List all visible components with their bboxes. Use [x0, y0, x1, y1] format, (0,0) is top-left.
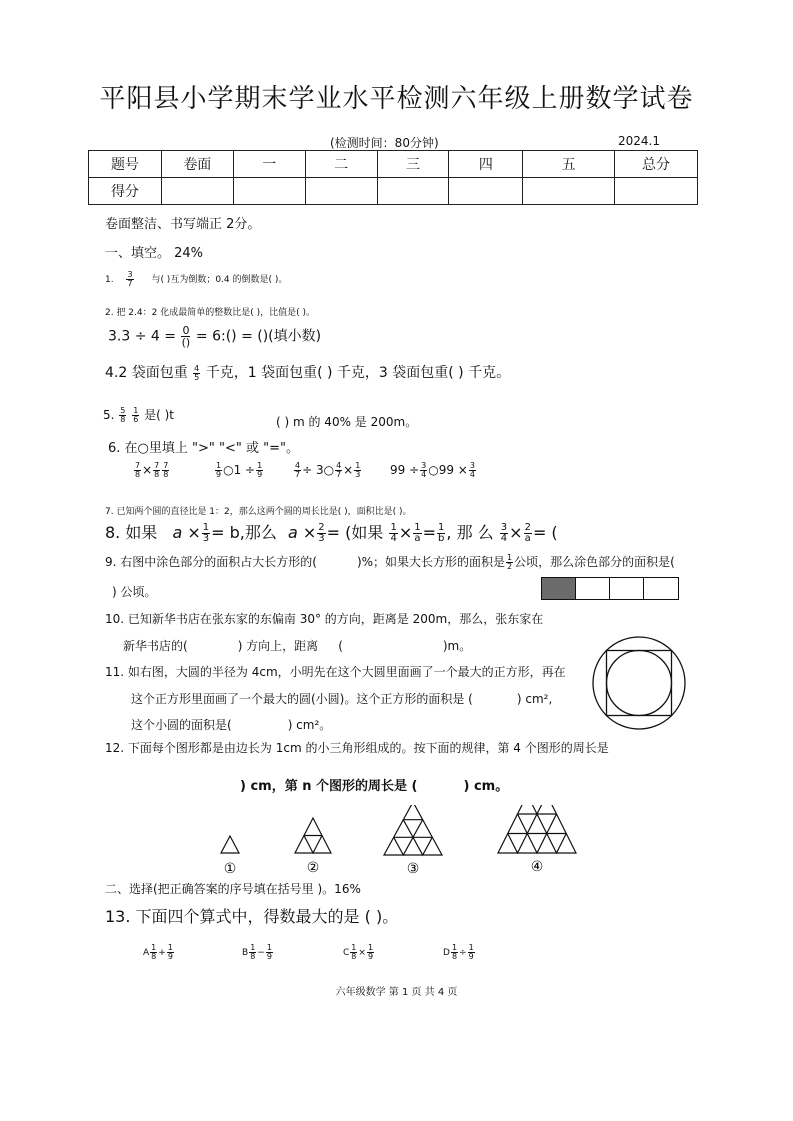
fraction: $\frac{1}{3}$: [355, 461, 361, 479]
fraction: $\frac{1}{9}$: [167, 943, 173, 961]
fraction: $\frac{1}{8}$: [151, 943, 157, 961]
figure-label: ②: [306, 860, 320, 876]
blank-part: [576, 578, 610, 600]
fraction: $\frac{1}{9}$: [468, 943, 474, 961]
question-text: 与( )互为倒数；0.4 的倒数是( )。: [151, 275, 288, 285]
option-d: D $\frac{1}{8}$ ÷ $\frac{1}{9}$: [443, 943, 474, 961]
question-11: 11. 如右图，大圆的半径为 4cm，小明先在这个大圆里面画了一个最大的正方形，再在: [105, 665, 566, 679]
fraction: $\frac{0}{()}$: [181, 324, 191, 349]
fraction: $\frac{1}{b}$: [438, 522, 445, 544]
fraction: $\frac{1}{9}$: [367, 943, 374, 961]
fraction: $\frac{1}{9}$: [257, 461, 263, 479]
section-1-heading: 一、填空。 24%: [105, 246, 204, 261]
score-table-header-row: [89, 151, 698, 178]
header-cell: 五: [523, 151, 615, 178]
option-a: A $\frac{1}{8}$ + $\frac{1}{9}$: [143, 943, 173, 961]
compare-item-4: 99 ÷ $\frac{3}{4}$ ○99 × $\frac{3}{4}$: [390, 461, 475, 479]
question-11-part-2: 这个正方形里面画了一个最大的圆(小圆)。这个正方形的面积是 ( ) cm²,: [131, 692, 553, 706]
header-cell: 题号: [89, 151, 162, 178]
fraction: $\frac{1}{9}$: [266, 943, 272, 961]
triangle-figure-1: [221, 836, 239, 853]
score-label-cell: 得分: [89, 178, 162, 205]
fraction: $\frac{2}{a}$: [524, 522, 531, 544]
header-cell: 卷面: [161, 151, 233, 178]
fraction: $\frac{4}{7}$: [295, 461, 301, 479]
figure-label: ①: [223, 861, 237, 877]
question-5-part-2: ( ) m 的 40% 是 200m。: [276, 415, 418, 429]
score-cell[interactable]: [449, 178, 523, 205]
question-4: [105, 362, 510, 382]
header-cell: 四: [449, 151, 523, 178]
fraction: $\frac{3}{4}$: [500, 522, 508, 544]
question-1: [105, 271, 287, 288]
score-cell[interactable]: [377, 178, 449, 205]
header-cell: 总分: [615, 151, 698, 178]
fraction: $\frac{1}{8}$: [351, 943, 357, 961]
fraction: $\frac{1}{9}$: [216, 461, 222, 479]
page-footer: 六年级数学 第 1 页 共 4 页: [335, 987, 458, 998]
fraction: $\frac{7}{8}$: [135, 461, 141, 479]
question-10: 10. 已知新华书店在张东家的东偏南 30° 的方向，距离是 200m，那么，张东家在: [105, 612, 544, 626]
neatness-note: 卷面整洁、书写端正 2分。: [105, 217, 261, 232]
section-2-heading: 二、选择(把正确答案的序号填在括号里 )。16%: [105, 882, 361, 896]
question-12: 12. 下面每个图形都是由边长为 1cm 的小三角形组成的。按下面的规律，第 4 个图形的周长是: [105, 741, 609, 755]
score-cell[interactable]: [233, 178, 305, 205]
triangle-figure-2: [295, 818, 331, 853]
question-11-part-3: 这个小圆的面积是( ) cm²。: [131, 718, 332, 732]
option-b: B $\frac{1}{8}$ − $\frac{1}{9}$: [242, 943, 272, 961]
fraction: $\frac{1}{6}$: [133, 406, 139, 424]
header-cell: 二: [305, 151, 377, 178]
blank-part: [610, 578, 644, 600]
fraction: $\frac{2}{3}$: [318, 522, 325, 544]
fraction: $\frac{3}{4}$: [421, 461, 427, 479]
fraction: $\frac{4}{5}$: [194, 363, 200, 382]
triangle-figure-3: [384, 805, 442, 855]
question-2: 2. 把 2.4：2 化成最简单的整数比是( )，比值是( )。: [105, 308, 315, 318]
fraction: $\frac{4}{7}$: [336, 461, 342, 479]
fraction: $\frac{1}{a}$: [414, 522, 421, 544]
fraction: $\frac{1}{4}$: [390, 522, 397, 544]
triangle-figure-4: [498, 805, 576, 853]
fraction: $\frac{3}{7}$: [127, 270, 133, 288]
score-cell[interactable]: [305, 178, 377, 205]
question-9: 9. 右图中涂色部分的面积占大长方形的( )%；如果大长方形的面积是 $\frac{1}{2}$ 公顷，那么涂色部分的面积是(: [105, 553, 675, 571]
score-table: [88, 150, 698, 205]
figure-label: ④: [530, 859, 544, 875]
question-8: 8. 如果 a × $\frac{1}{3}$ = b,那么 a × $\frac{2}{3}$ = (如果 $\frac{1}{4}$ × $\frac{1}{a}$ = $\frac{1}{b}$ , 那 么 $\frac{3}{4}$ × $\frac{2}{a}$ = (: [105, 522, 558, 544]
question-text: 千克，1 袋面包重( ) 千克，3 袋面包重( ) 千克。: [205, 365, 511, 381]
fraction: $\frac{5}{8}$: [120, 406, 126, 424]
fraction: $\frac{3}{4}$: [469, 461, 475, 479]
compare-item-2: $\frac{1}{9}$ ○1 ÷ $\frac{1}{9}$: [216, 461, 263, 479]
shaded-rectangle-figure: [541, 577, 680, 601]
score-cell[interactable]: [615, 178, 698, 205]
question-10-part-2: 新华书店的( ) 方向上，距离 ( )m。: [123, 639, 472, 653]
fraction: $\frac{1}{2}$: [507, 553, 513, 571]
fraction: $\frac{1}{8}$: [451, 943, 458, 961]
question-6: 6. 在○里填上 ">" "<" 或 "="。: [108, 441, 299, 456]
exam-time: (检测时间：80分钟): [330, 136, 439, 150]
question-9-part-2: ) 公顷。: [112, 585, 157, 599]
question-7: 7. 已知两个圆的直径比是 1：2，那么这两个圆的周长比是( )，面积比是( )。: [105, 507, 412, 517]
fraction: $\frac{7}{8}$: [163, 461, 169, 479]
header-cell: 一: [233, 151, 305, 178]
blank-part: [644, 578, 679, 600]
exam-title: 平阳县小学期末学业水平检测六年级上册数学试卷: [99, 84, 694, 114]
compare-item-3: $\frac{4}{7}$ ÷ 3○ $\frac{4}{7}$ × $\frac{1}{3}$: [295, 461, 361, 479]
question-12-part-2: ) cm，第 n 个图形的周长是 ( ) cm。: [240, 779, 509, 794]
exam-date: 2024.1: [618, 134, 660, 148]
score-cell[interactable]: [523, 178, 615, 205]
question-number: 1.: [105, 275, 114, 285]
fraction: $\frac{1}{3}$: [202, 522, 210, 544]
compare-item-1: $\frac{7}{8}$ × $\frac{7}{8}$ $\frac{7}{8}$: [135, 461, 169, 479]
question-text: 是( )t: [144, 408, 175, 422]
small-circle: [607, 651, 672, 716]
header-cell: 三: [377, 151, 449, 178]
score-cell[interactable]: [161, 178, 233, 205]
question-text: 4.2 袋面包重: [105, 365, 188, 381]
score-table-score-row: [89, 178, 698, 205]
question-text: 3.3 ÷ 4 =: [108, 328, 176, 345]
circle-square-circle-figure: [590, 634, 688, 732]
fraction: $\frac{7}{8}$: [154, 461, 160, 479]
fraction: $\frac{1}{8}$: [250, 943, 256, 961]
figure-label: ③: [406, 861, 420, 877]
question-3: [108, 325, 321, 348]
triangle-pattern-figures: [205, 805, 595, 877]
question-number: 5.: [103, 408, 115, 422]
question-text: = 6:() = ()(填小数): [195, 328, 322, 345]
question-13: 13. 下面四个算式中，得数最大的是 ( )。: [105, 907, 399, 926]
option-c: C $\frac{1}{8}$ × $\frac{1}{9}$: [343, 943, 374, 961]
question-5: [103, 406, 174, 424]
shaded-part: [542, 578, 576, 600]
